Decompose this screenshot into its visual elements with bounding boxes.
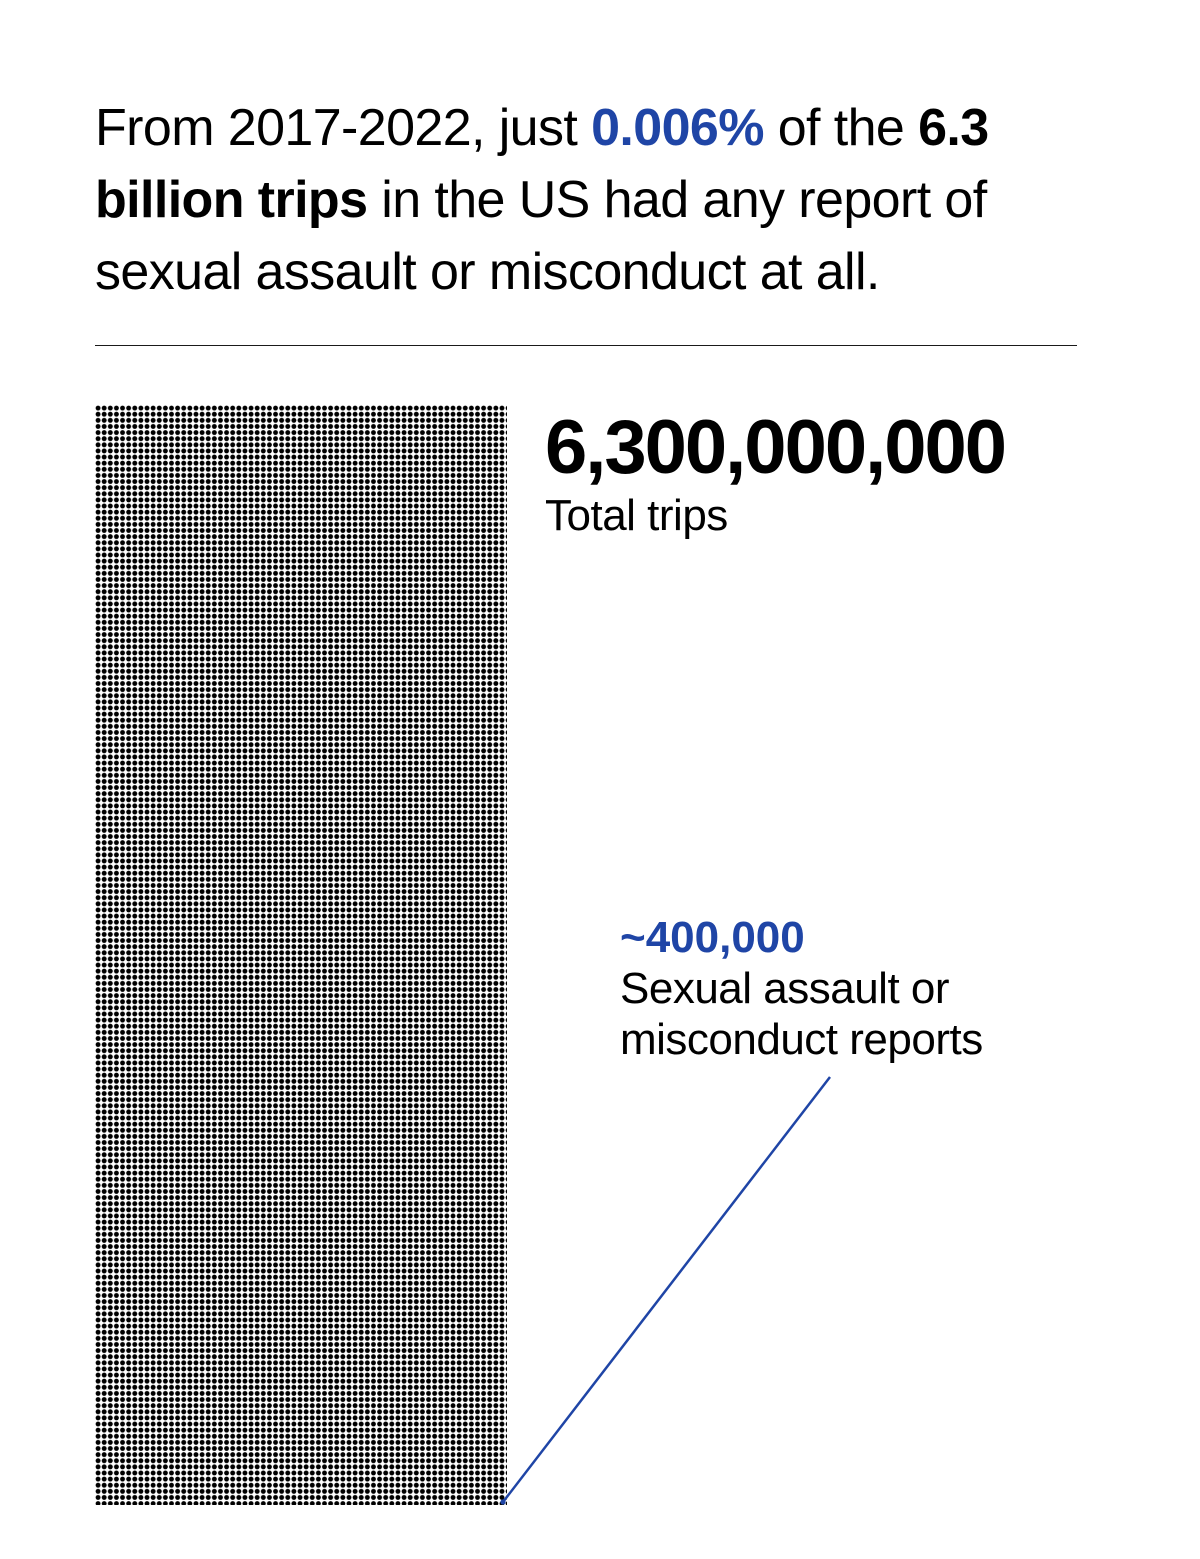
headline-text-2: of the: [763, 99, 919, 157]
headline-text-3: in the US had any report of sexual assault or misconduct at all.: [95, 171, 987, 301]
total-trips-value: 6,300,000,000: [545, 405, 1006, 490]
headline-trips: 6.3 billion trips: [95, 99, 989, 229]
total-trips-label: Total trips: [545, 491, 728, 540]
reports-value: ~400,000: [620, 913, 805, 962]
total-trips-dot-grid: [95, 405, 507, 1505]
headline-text-1: From 2017-2022, just: [95, 99, 592, 157]
reports-label: Sexual assault or misconduct reports: [620, 964, 983, 1064]
reports-highlight-dot: [500, 1499, 505, 1504]
reports-callout-line: [503, 1077, 830, 1502]
headline-percent: 0.006%: [591, 99, 764, 157]
